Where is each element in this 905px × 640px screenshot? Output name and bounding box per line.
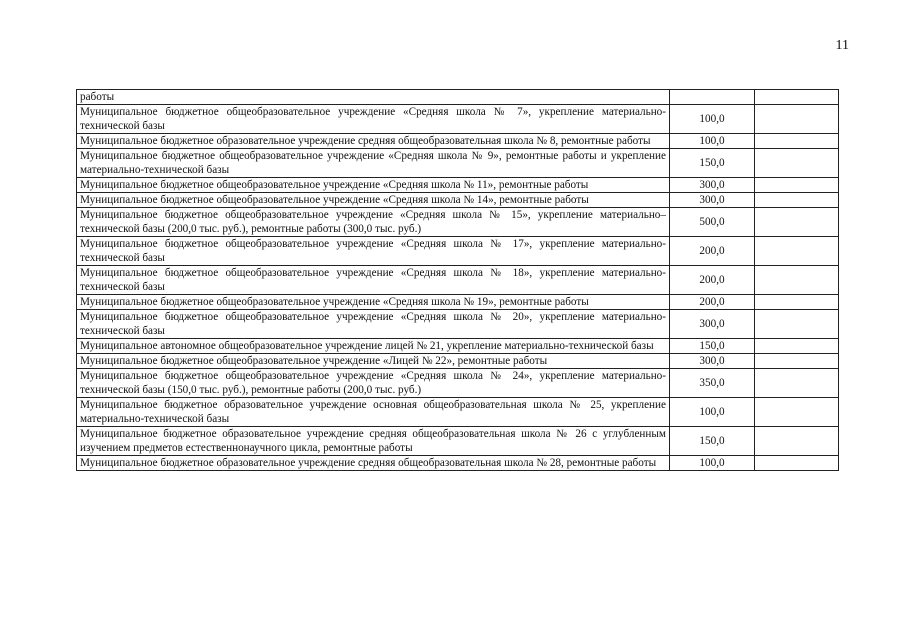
table-row — [77, 427, 839, 456]
empty-cell — [755, 427, 839, 456]
amount-cell: 200,0 — [670, 295, 755, 310]
table-row — [77, 178, 839, 193]
table-row — [77, 339, 839, 354]
amount-cell: 300,0 — [670, 310, 755, 339]
table-row — [77, 456, 839, 471]
empty-cell — [755, 178, 839, 193]
empty-cell — [755, 208, 839, 237]
amount-cell: 500,0 — [670, 208, 755, 237]
amount-cell: 350,0 — [670, 369, 755, 398]
amount-cell: 200,0 — [670, 266, 755, 295]
institution-cell: Муниципальное бюджетное общеобразовательное учреждение «Средняя школа № 17», укрепление материально-технической базы — [77, 237, 670, 266]
institution-cell: Муниципальное бюджетное образовательное учреждение основная общеобразовательная школа № 25, укрепление материально-технической базы — [77, 398, 670, 427]
institution-cell: Муниципальное бюджетное общеобразовательное учреждение «Средняя школа № 18», укрепление материально-технической базы — [77, 266, 670, 295]
empty-cell — [755, 237, 839, 266]
table-body — [77, 90, 839, 471]
empty-cell — [755, 398, 839, 427]
institution-cell: Муниципальное бюджетное общеобразовательное учреждение «Средняя школа № 11», ремонтные работы — [77, 178, 670, 193]
amount-cell: 150,0 — [670, 149, 755, 178]
institution-cell: Муниципальное бюджетное общеобразовательное учреждение «Средняя школа № 20», укрепление материально-технической базы — [77, 310, 670, 339]
institution-cell: Муниципальное автономное общеобразовательное учреждение лицей № 21, укрепление материально-технической базы — [77, 339, 670, 354]
table-row — [77, 398, 839, 427]
amount-cell: 150,0 — [670, 339, 755, 354]
institution-cell: Муниципальное бюджетное общеобразовательное учреждение «Средняя школа № 14», ремонтные работы — [77, 193, 670, 208]
empty-cell — [755, 266, 839, 295]
institution-cell: Муниципальное бюджетное общеобразовательное учреждение «Лицей № 22», ремонтные работы — [77, 354, 670, 369]
amount-cell: 100,0 — [670, 105, 755, 134]
institution-cell: Муниципальное бюджетное образовательное учреждение средняя общеобразовательная школа № 8, ремонтные работы — [77, 134, 670, 149]
empty-cell — [755, 295, 839, 310]
institution-cell: работы — [77, 90, 670, 105]
institution-cell: Муниципальное бюджетное общеобразовательное учреждение «Средняя школа № 19», ремонтные работы — [77, 295, 670, 310]
amount-cell: 300,0 — [670, 354, 755, 369]
table-row — [77, 208, 839, 237]
empty-cell — [755, 134, 839, 149]
page-number: 11 — [835, 38, 849, 53]
table-row — [77, 193, 839, 208]
amount-cell: 300,0 — [670, 178, 755, 193]
empty-cell — [755, 193, 839, 208]
table-row — [77, 310, 839, 339]
table-row — [77, 369, 839, 398]
institution-cell: Муниципальное бюджетное общеобразовательное учреждение «Средняя школа № 9», ремонтные работы и укрепление материально-технической базы — [77, 149, 670, 178]
empty-cell — [755, 369, 839, 398]
institution-cell: Муниципальное бюджетное общеобразовательное учреждение «Средняя школа № 7», укрепление материально-технической базы — [77, 105, 670, 134]
amount-cell: 100,0 — [670, 456, 755, 471]
table-row — [77, 105, 839, 134]
amount-cell: 200,0 — [670, 237, 755, 266]
empty-cell — [755, 105, 839, 134]
empty-cell — [755, 456, 839, 471]
amount-cell: 150,0 — [670, 427, 755, 456]
table-row — [77, 237, 839, 266]
table-row — [77, 354, 839, 369]
empty-cell — [755, 310, 839, 339]
amount-cell: 300,0 — [670, 193, 755, 208]
funding-table — [76, 89, 839, 471]
institution-cell: Муниципальное бюджетное общеобразовательное учреждение «Средняя школа № 24», укрепление материально-технической базы (150,0 тыс. руб.), ремонтные работы (200,0 тыс. руб.) — [77, 369, 670, 398]
table-row — [77, 134, 839, 149]
amount-cell: 100,0 — [670, 398, 755, 427]
table-row — [77, 266, 839, 295]
amount-cell — [670, 90, 755, 105]
empty-cell — [755, 90, 839, 105]
table-row — [77, 90, 839, 105]
amount-cell: 100,0 — [670, 134, 755, 149]
empty-cell — [755, 339, 839, 354]
institution-cell: Муниципальное бюджетное образовательное учреждение средняя общеобразовательная школа № 26 с углубленным изучением предметов естественнонаучного цикла, ремонтные работы — [77, 427, 670, 456]
institution-cell: Муниципальное бюджетное образовательное учреждение средняя общеобразовательная школа № 28, ремонтные работы — [77, 456, 670, 471]
table-row — [77, 149, 839, 178]
empty-cell — [755, 149, 839, 178]
empty-cell — [755, 354, 839, 369]
table-row — [77, 295, 839, 310]
institution-cell: Муниципальное бюджетное общеобразовательное учреждение «Средняя школа № 15», укрепление материально–технической базы (200,0 тыс. руб.), ремонтные работы (300,0 тыс. руб.) — [77, 208, 670, 237]
